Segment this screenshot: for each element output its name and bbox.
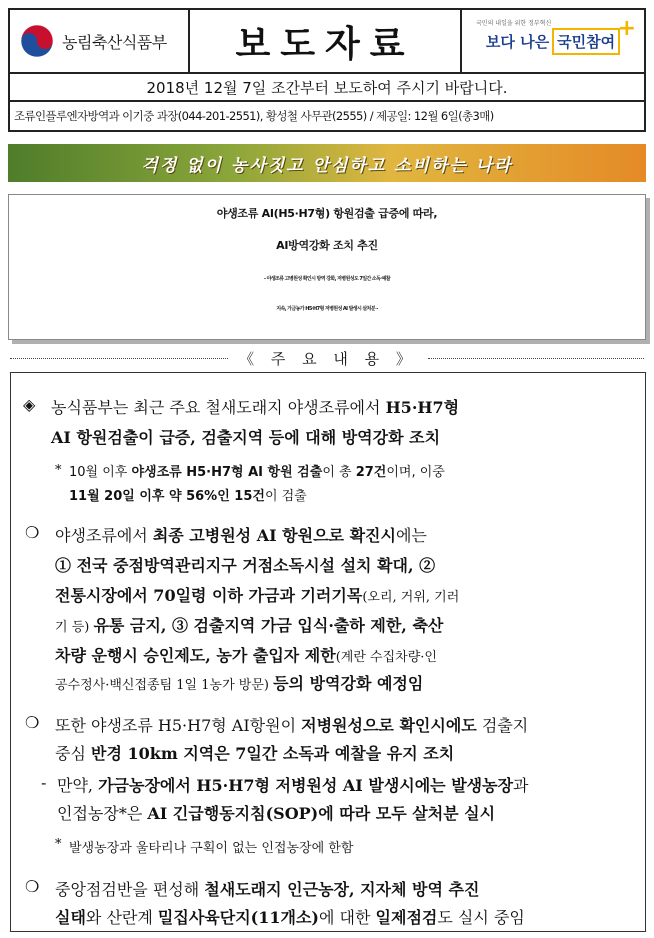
point-1-line-2: AI 항원검출이 급증, 검출지역 등에 대해 방역강화 조치: [51, 428, 441, 447]
subheadline-line-1: - 야생조류 고병원성 확인시 방역 강화, 저병원성도 7일간 소독·예찰: [263, 276, 391, 282]
ministry-name: 농림축산식품부: [62, 32, 167, 52]
text-bold: 야생조류 H5·H7형 AI 항원 검출: [131, 465, 323, 480]
footnote-mark: *: [55, 837, 62, 852]
brand-text-b: 국민참여: [552, 28, 620, 55]
circle-bullet-icon: ❍: [25, 523, 40, 542]
text-bold: 전통시장에서 70일령 이하 가금과 기러기목: [55, 586, 363, 605]
key-points-box: [10, 372, 646, 932]
text-bold: 유통 금지, ③ 검출지역 가금 입식·출하 제한, 축산: [93, 616, 444, 635]
point-4-line-1: [55, 877, 479, 900]
headline-line-2: AI방역강화 조치 추진: [276, 239, 378, 252]
point-3-line-2: [55, 741, 454, 764]
text: 농식품부는 최근 주요 철새도래지 야생조류에서: [51, 398, 386, 417]
text: 또한 야생조류 H5·H7형 AI항원이: [55, 716, 302, 735]
text-bold: 밀집사육단지(11개소): [157, 908, 319, 927]
point-2-line-5: [55, 643, 437, 666]
embargo-notice: [8, 74, 646, 102]
point-1-line-1: [51, 395, 459, 418]
text: 이 검출: [264, 489, 307, 504]
text: 에 대한: [318, 908, 376, 927]
footnote-mark: *: [55, 463, 62, 478]
text: 인접농장*은: [57, 804, 148, 823]
point-4-line-2: [55, 905, 525, 928]
gov-innovation-brand: [462, 10, 644, 72]
brand-tagline: 국민의 내일을 위한 정부혁신: [476, 20, 552, 27]
text-bold: 가금농장에서 H5·H7형 저병원성 AI 발생시에는 발생농장: [98, 776, 514, 795]
diamond-bullet-icon: ◈: [23, 395, 36, 414]
contact-text: 조류인플루엔자방역과 이기중 과장(044-201-2551), 황성철 사무관(2555) / 제공일: 12월 6일(총3매): [14, 109, 494, 123]
divider-left: [10, 358, 228, 359]
text-small: 공수정사·백신접종팀 1일 1농가 방문): [55, 678, 274, 693]
headline-line-1: 야생조류 AI(H5·H7형) 항원검출 급증에 따라,: [216, 207, 438, 220]
note-1-line-1: [69, 461, 445, 480]
government-emblem-icon: [20, 24, 54, 58]
text-small: (계란 수집차량·인: [335, 650, 437, 665]
text-bold: 차량 운행시 승인제도, 농가 출입자 제한: [55, 646, 336, 665]
text: 이며, 이중: [386, 465, 445, 480]
text-bold: 27건: [355, 465, 387, 480]
text-bold: 일제점검: [375, 908, 438, 927]
circle-bullet-icon: ❍: [25, 877, 40, 896]
text-bold: 최종 고병원성 AI 항원으로 확진시: [152, 526, 396, 545]
text-bold: 철새도래지 인근농장, 지자체 방역 추진: [204, 880, 480, 899]
note-1-line-2: [69, 485, 307, 504]
text: 이 총: [322, 465, 356, 480]
text-bold: 등의 방역강화 예정임: [273, 674, 424, 693]
point-2-line-6: [55, 671, 423, 694]
summary-title: 《 주 요 내 용 》: [239, 350, 417, 368]
text-bold: 반경 10km 지역은 7일간 소독과 예찰을 유지 조치: [91, 744, 455, 763]
divider-right: [428, 358, 644, 359]
slogan-banner: [8, 144, 646, 182]
point-2-line-1: [55, 523, 427, 546]
text: 과: [513, 776, 529, 795]
doc-type-cell: [190, 10, 462, 72]
contact-info: [8, 102, 646, 132]
text: 에는: [395, 526, 427, 545]
circle-bullet-icon: ❍: [25, 713, 40, 732]
text: 중심: [55, 744, 91, 763]
text-small: 기 등): [55, 620, 94, 635]
brand-text-a: 보다 나은: [485, 32, 550, 51]
text: 도 실시 중임: [437, 908, 525, 927]
text-bold: H5·H7형: [385, 398, 460, 417]
point-3-line-1: [55, 713, 528, 736]
slogan-text: 걱정 없이 농사짓고 안심하고 소비하는 나라: [141, 155, 513, 176]
ministry-logo-cell: [10, 10, 190, 72]
embargo-text: 2018년 12월 7일 조간부터 보도하여 주시기 바랍니다.: [146, 78, 508, 97]
sub-point-line-2: [57, 801, 495, 824]
point-2-line-4: [55, 613, 443, 636]
text: 검출지: [476, 716, 529, 735]
sub-point-line-1: [57, 773, 529, 796]
text-small: (오리, 거위, 기러: [362, 590, 460, 605]
headline-box: [8, 194, 646, 340]
point-2-line-3: [55, 583, 459, 606]
plus-icon: +: [617, 16, 636, 41]
text-bold: AI 긴급행동지침(SOP)에 따라 모두 살처분 실시: [147, 804, 496, 823]
text: 중앙점검반을 편성해: [55, 880, 205, 899]
text: 야생조류에서: [55, 526, 153, 545]
text: 만약,: [57, 776, 99, 795]
text: 10월 이후: [69, 465, 132, 480]
press-header-table: [8, 8, 646, 74]
point-2-line-2: ① 전국 중점방역관리지구 거점소독시설 설치 확대, ②: [55, 556, 436, 575]
press-release-title: 보도자료: [235, 22, 415, 65]
text: 와 산란계: [85, 908, 158, 927]
text-bold: 11월 20일 이후 약 56%인 15건: [69, 489, 265, 504]
subheadline-line-2: 지속, 가금농가 H5·H7형 저병원성 AI 발생시 살처분 -: [276, 306, 378, 312]
dash-bullet: -: [41, 773, 47, 792]
note-2: 발생농장과 울타리나 구획이 없는 인접농장에 한함: [69, 841, 354, 856]
text-bold: 실태: [55, 908, 86, 927]
text-bold: 저병원성으로 확인시에도: [301, 716, 477, 735]
summary-heading: [0, 348, 654, 368]
